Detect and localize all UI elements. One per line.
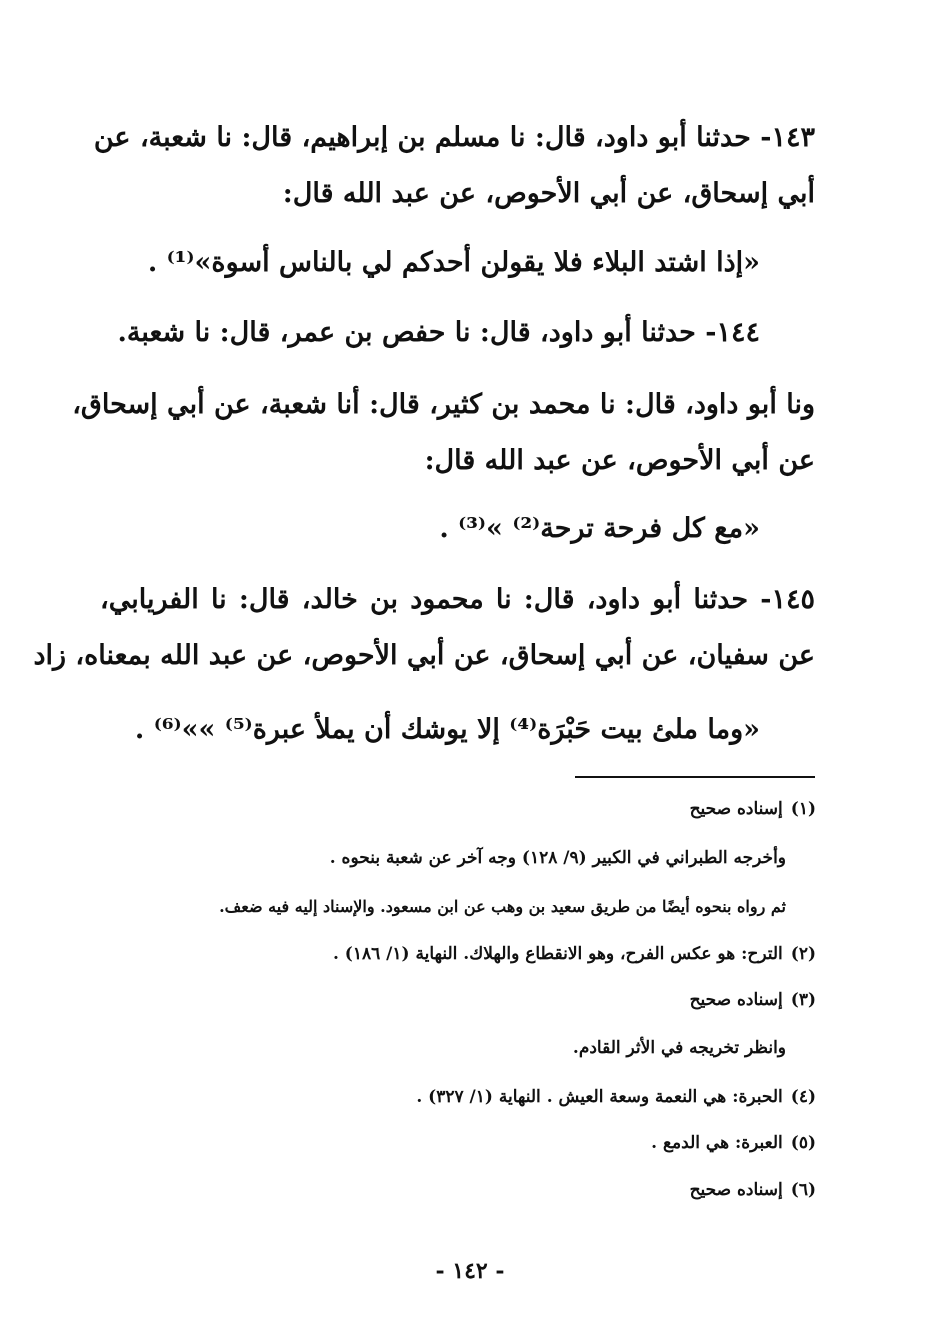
footnote-3-title: إسناده صحيح (689, 990, 783, 1010)
footnote-2 (333, 941, 816, 967)
footnote-3-line-1: وانظر تخريجه في الأثر القادم. (572, 1038, 786, 1058)
footnote-1-line-1: وأخرجه الطبراني في الكبير (٩/ ١٢٨) وجه آخر عن شعبة بنحوه . (329, 848, 786, 868)
footnote-4-text: الحبرة: هي النعمة وسعة العيش . النهاية (١/ ٣٢٧) . (416, 1087, 783, 1107)
page-number: - ١٤٢ - (435, 1258, 505, 1284)
hadith-145-quote: «وما ملئ بيت حَبْرَة⁽⁴⁾ إلا يوشك أن يملأ عبرة⁽⁵⁾ »»⁽⁶⁾ . (134, 714, 760, 745)
footnote-3-heading (690, 987, 816, 1013)
footnote-5-number: (٥) (790, 1133, 816, 1153)
footnote-5-text: العبرة: هي الدمع . (651, 1133, 783, 1153)
hadith-143-line-2: أبي إسحاق، عن أبي الأحوص، عن عبد الله قال: (282, 178, 815, 209)
hadith-144-line-1: ١٤٤- حدثنا أبو داود، قال: نا حفص بن عمر، قال: نا شعبة. (117, 317, 760, 348)
footnote-separator (575, 776, 815, 778)
footnote-1-title: إسناده صحيح (689, 799, 783, 819)
footnote-1-heading (690, 796, 816, 822)
footnote-6-heading (690, 1177, 816, 1203)
footnote-2-number: (٢) (790, 944, 816, 964)
footnote-2-text: الترح: هو عكس الفرح، وهو الانقطاع والهلاك. النهاية (١/ ١٨٦) . (332, 944, 783, 964)
footnote-1-line-2: ثم رواه بنحوه أيضًا من طريق سعيد بن وهب عن ابن مسعود. والإسناد إليه فيه ضعف. (219, 897, 786, 916)
hadith-143-line-1: ١٤٣- حدثنا أبو داود، قال: نا مسلم بن إبراهيم، قال: نا شعبة، عن (93, 122, 815, 153)
footnote-4-number: (٤) (790, 1087, 816, 1107)
footnote-6-title: إسناده صحيح (689, 1180, 783, 1200)
hadith-144-line-2: ونا أبو داود، قال: نا محمد بن كثير، قال: أنا شعبة، عن أبي إسحاق، (72, 389, 815, 420)
hadith-145-line-1: ١٤٥- حدثنا أبو داود، قال: نا محمود بن خالد، قال: نا الفريابي، (100, 584, 815, 615)
hadith-144-line-3: عن أبي الأحوص، عن عبد الله قال: (424, 445, 815, 476)
hadith-145-line-2: عن سفيان، عن أبي إسحاق، عن أبي الأحوص، عن عبد الله بمعناه، زاد (33, 640, 815, 671)
hadith-143-quote: «إذا اشتد البلاء فلا يقولن أحدكم لي بالناس أسوة»⁽¹⁾ . (147, 247, 760, 278)
footnote-6-number: (٦) (790, 1180, 816, 1200)
hadith-144-quote: «مع كل فرحة ترحة⁽²⁾ »⁽³⁾ . (439, 513, 760, 544)
footnote-3-number: (٣) (790, 990, 816, 1010)
footnote-4 (416, 1084, 816, 1110)
footnote-1-number: (١) (790, 799, 816, 819)
footnote-5 (651, 1130, 816, 1156)
